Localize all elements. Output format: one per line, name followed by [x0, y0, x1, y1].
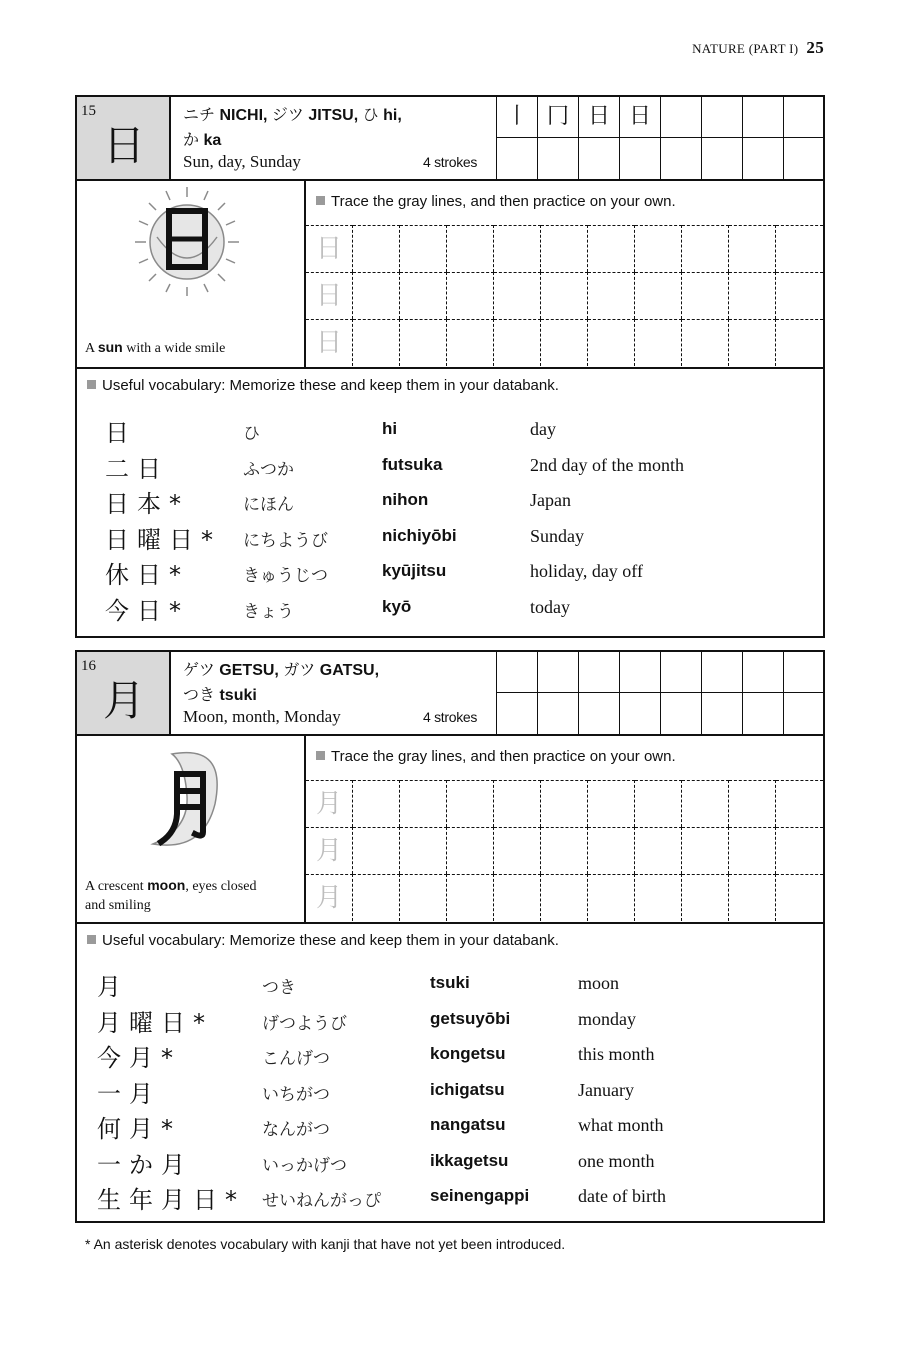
- vocab-romaji: nihon: [382, 490, 429, 509]
- practice-cell[interactable]: [400, 319, 447, 366]
- stroke-empty: [701, 138, 742, 179]
- practice-cell[interactable]: [447, 272, 494, 319]
- practice-cell[interactable]: [541, 874, 588, 921]
- stroke-empty: [742, 97, 783, 138]
- practice-cell[interactable]: [682, 225, 729, 272]
- stroke-empty: [783, 97, 823, 138]
- stroke-order-grid: [496, 652, 823, 734]
- stroke-empty: [742, 138, 783, 179]
- vocab-romaji: nichiyōbi: [382, 525, 457, 545]
- vocab-meaning: January: [578, 1079, 634, 1100]
- practice-cell[interactable]: [729, 319, 776, 366]
- caption-text: A crescent: [85, 879, 148, 894]
- reading-kana: ゲツ: [183, 662, 215, 679]
- reading-romaji: ka: [203, 132, 222, 149]
- stroke-empty: [496, 138, 537, 179]
- vocab-kanji: 月曜日*: [97, 1008, 213, 1037]
- practice-area: [306, 179, 823, 367]
- practice-cell[interactable]: [635, 874, 682, 921]
- stroke-empty: [701, 693, 742, 734]
- caption-text: and smiling: [85, 898, 151, 913]
- vocab-kana: にちようび: [243, 530, 328, 551]
- kanji-box: [77, 652, 171, 734]
- practice-cell[interactable]: [635, 319, 682, 366]
- vocab-kana: つき: [262, 978, 296, 998]
- vocab-romaji: ikkagetsu: [430, 1150, 509, 1170]
- vocab-meaning: 2nd day of the month: [530, 454, 684, 475]
- practice-cell[interactable]: [776, 780, 823, 827]
- kanji-character: 日: [102, 121, 145, 170]
- practice-cell[interactable]: [682, 319, 729, 366]
- stroke-step: 日: [578, 97, 619, 138]
- stroke-empty: [783, 693, 823, 734]
- practice-grid[interactable]: [306, 780, 823, 921]
- vocab-meaning: what month: [578, 1115, 664, 1135]
- practice-cell[interactable]: [353, 225, 400, 272]
- kanji-number: 15: [81, 103, 96, 119]
- vocab-kanji: 何月*: [97, 1115, 181, 1143]
- vocab-title-text: Useful vocabulary: Memorize these and keep them in your databank.: [102, 932, 559, 949]
- kanji-meaning: Sun, day, Sunday: [183, 152, 301, 171]
- vocab-meaning: day: [530, 419, 556, 439]
- stroke-empty: [660, 138, 701, 179]
- practice-cell[interactable]: [776, 827, 823, 874]
- stroke-order-grid: [496, 97, 823, 179]
- vocab-romaji: kyūjitsu: [382, 561, 447, 580]
- vocab-romaji: kongetsu: [430, 1044, 506, 1063]
- stroke-empty: [660, 693, 701, 734]
- stroke-empty: [578, 138, 619, 179]
- practice-cell[interactable]: [682, 780, 729, 827]
- trace-cell[interactable]: 日: [306, 319, 353, 366]
- practice-cell[interactable]: [588, 225, 635, 272]
- practice-cell[interactable]: [729, 225, 776, 272]
- practice-area: [306, 734, 823, 922]
- illustration-caption: [85, 876, 256, 915]
- practice-cell[interactable]: [541, 225, 588, 272]
- vocabulary-section: [77, 367, 823, 638]
- practice-cell[interactable]: [776, 319, 823, 366]
- vocab-kana: いっかげつ: [262, 1155, 347, 1176]
- vocab-romaji: kyō: [382, 596, 412, 616]
- vocab-kanji: 今月*: [97, 1044, 181, 1072]
- reading-kana: ガツ: [283, 662, 316, 679]
- reading-romaji: GATSU,: [319, 662, 380, 679]
- stroke-empty: [578, 652, 619, 693]
- vocab-romaji: nangatsu: [430, 1115, 506, 1134]
- stroke-empty: [783, 652, 823, 693]
- vocab-title-text: Useful vocabulary: Memorize these and keep them in your databank.: [102, 377, 559, 394]
- vocab-row: [77, 449, 823, 485]
- practice-cell[interactable]: [494, 780, 541, 827]
- vocab-kana: ひ: [243, 424, 260, 444]
- practice-cell[interactable]: [494, 319, 541, 366]
- kanji-meaning: Moon, month, Monday: [183, 707, 341, 726]
- vocab-kana: にほん: [243, 495, 294, 515]
- practice-cell[interactable]: [635, 827, 682, 874]
- kanji-readings: [183, 658, 493, 708]
- vocab-row: [77, 1074, 823, 1110]
- practice-cell[interactable]: [400, 827, 447, 874]
- practice-cell[interactable]: [588, 319, 635, 366]
- vocab-meaning: Japan: [530, 490, 571, 510]
- trace-cell[interactable]: 日: [306, 272, 353, 319]
- illustration-caption: [85, 338, 225, 358]
- vocab-row: [77, 413, 823, 449]
- footnote: * An asterisk denotes vocabulary with kanji that have not yet been introduced.: [85, 1236, 566, 1252]
- reading-kana: つき: [183, 687, 216, 704]
- vocab-kana: せいねんがっぴ: [262, 1191, 381, 1211]
- stroke-empty: [578, 693, 619, 734]
- square-bullet-icon: [316, 196, 325, 205]
- practice-cell[interactable]: [776, 874, 823, 921]
- kanji-header-row: [77, 97, 823, 181]
- stroke-empty: [701, 97, 742, 138]
- vocab-meaning: this month: [578, 1044, 655, 1064]
- reading-kana: ひ: [362, 107, 379, 124]
- stroke-empty: [496, 693, 537, 734]
- vocab-romaji: ichigatsu: [430, 1079, 505, 1099]
- practice-cell[interactable]: [541, 827, 588, 874]
- practice-cell[interactable]: [588, 780, 635, 827]
- practice-cell[interactable]: [400, 874, 447, 921]
- vocab-row: [77, 591, 823, 627]
- practice-cell[interactable]: [682, 272, 729, 319]
- practice-cell[interactable]: [729, 272, 776, 319]
- vocab-romaji: getsuyōbi: [430, 1008, 511, 1028]
- reading-romaji: tsuki: [219, 687, 257, 704]
- trace-cell[interactable]: 日: [306, 225, 353, 272]
- vocab-meaning: Sunday: [530, 525, 584, 546]
- vocab-meaning: today: [530, 596, 570, 617]
- stroke-empty: [783, 138, 823, 179]
- stroke-empty: [537, 138, 578, 179]
- reading-kana: か: [183, 132, 200, 149]
- stroke-empty: [701, 652, 742, 693]
- vocab-meaning: monday: [578, 1008, 636, 1029]
- practice-title: [316, 193, 676, 210]
- vocab-kanji: 一月: [97, 1079, 161, 1108]
- vocab-kana: こんげつ: [262, 1049, 330, 1069]
- vocab-romaji: tsuki: [430, 973, 470, 992]
- practice-title-text: Trace the gray lines, and then practice on your own.: [331, 193, 676, 210]
- vocab-romaji: hi: [382, 419, 398, 438]
- kanji-character: 月: [102, 676, 145, 725]
- mnemonic-illustration: [77, 179, 306, 367]
- stroke-step: 日: [619, 97, 660, 138]
- stroke-step: 丨: [496, 97, 537, 138]
- kanji-number: 16: [81, 658, 96, 674]
- reading-kana: ジツ: [271, 107, 304, 124]
- vocab-kanji: 日: [105, 419, 137, 447]
- vocab-title: [87, 932, 559, 949]
- vocab-kana: ふつか: [243, 459, 294, 480]
- stroke-empty: [619, 652, 660, 693]
- practice-cell[interactable]: [729, 780, 776, 827]
- stroke-empty: [537, 652, 578, 693]
- page-number: 25: [806, 38, 824, 57]
- practice-cell[interactable]: [447, 874, 494, 921]
- kanji-header-row: [77, 652, 823, 736]
- vocab-kanji: 生年月日*: [97, 1186, 245, 1214]
- vocab-row: [77, 1180, 823, 1216]
- reading-romaji: hi,: [383, 107, 402, 124]
- caption-text: A: [85, 341, 98, 356]
- practice-cell[interactable]: [494, 272, 541, 319]
- square-bullet-icon: [316, 751, 325, 760]
- vocab-romaji: seinengappi: [430, 1186, 530, 1205]
- crescent-moon-illustration: [77, 734, 306, 864]
- practice-cell[interactable]: [353, 319, 400, 366]
- reading-kana: ニチ: [183, 107, 216, 124]
- vocab-meaning: moon: [578, 973, 620, 993]
- practice-cell[interactable]: [635, 272, 682, 319]
- practice-grid[interactable]: [306, 225, 823, 366]
- practice-cell[interactable]: [729, 874, 776, 921]
- stroke-empty: [742, 693, 783, 734]
- vocab-row: [77, 1038, 823, 1074]
- practice-cell[interactable]: [541, 780, 588, 827]
- practice-cell[interactable]: [588, 874, 635, 921]
- vocab-kana: げつようび: [262, 1013, 347, 1034]
- kanji-card-16: [75, 650, 825, 1223]
- kanji-readings: [183, 103, 493, 153]
- vocab-row: [77, 555, 823, 591]
- practice-cell[interactable]: [682, 874, 729, 921]
- practice-cell[interactable]: [447, 827, 494, 874]
- practice-cell[interactable]: [400, 225, 447, 272]
- section-title: NATURE (PART I): [692, 41, 799, 56]
- vocab-meaning: date of birth: [578, 1186, 666, 1206]
- practice-cell[interactable]: [494, 225, 541, 272]
- practice-cell[interactable]: [682, 827, 729, 874]
- caption-keyword: sun: [97, 339, 123, 355]
- vocab-kanji: 今日*: [105, 596, 189, 625]
- practice-cell[interactable]: [494, 874, 541, 921]
- practice-cell[interactable]: [400, 780, 447, 827]
- vocab-row: [77, 520, 823, 556]
- trace-cell[interactable]: 月: [306, 827, 353, 874]
- vocab-kana: きゅうじつ: [243, 566, 328, 586]
- trace-cell[interactable]: 月: [306, 780, 353, 827]
- vocab-kanji: 休日*: [105, 561, 189, 589]
- reading-romaji: JITSU,: [308, 107, 359, 124]
- practice-cell[interactable]: [635, 780, 682, 827]
- sun-illustration: [77, 179, 306, 329]
- stroke-step: 冂: [537, 97, 578, 138]
- vocab-meaning: one month: [578, 1150, 655, 1171]
- square-bullet-icon: [87, 380, 96, 389]
- vocab-kanji: 月: [97, 973, 129, 1001]
- vocab-title: [87, 377, 559, 394]
- practice-cell[interactable]: [447, 319, 494, 366]
- practice-cell[interactable]: [353, 874, 400, 921]
- practice-cell[interactable]: [541, 319, 588, 366]
- practice-cell[interactable]: [729, 827, 776, 874]
- vocab-kanji: 二日: [105, 454, 169, 483]
- stroke-empty: [496, 652, 537, 693]
- caption-text: , eyes closed: [185, 879, 257, 894]
- vocab-row: [77, 484, 823, 520]
- vocab-kana: なんがつ: [262, 1120, 330, 1140]
- vocab-row: [77, 967, 823, 1003]
- practice-cell[interactable]: [353, 272, 400, 319]
- vocab-meaning: holiday, day off: [530, 561, 643, 581]
- vocab-romaji: futsuka: [382, 454, 443, 474]
- practice-cell[interactable]: [447, 780, 494, 827]
- kanji-box: [77, 97, 171, 179]
- stroke-empty: [660, 652, 701, 693]
- stroke-count: 4 strokes: [423, 709, 478, 725]
- practice-cell[interactable]: [776, 225, 823, 272]
- practice-cell[interactable]: [776, 272, 823, 319]
- vocab-kana: きょう: [243, 601, 294, 622]
- practice-cell[interactable]: [588, 272, 635, 319]
- vocab-row: [77, 1109, 823, 1145]
- vocab-row: [77, 1003, 823, 1039]
- square-bullet-icon: [87, 935, 96, 944]
- caption-keyword: moon: [147, 877, 186, 893]
- vocabulary-section: [77, 922, 823, 1223]
- vocab-row: [77, 1145, 823, 1181]
- practice-title-text: Trace the gray lines, and then practice on your own.: [331, 748, 676, 765]
- stroke-empty: [742, 652, 783, 693]
- practice-cell[interactable]: [541, 272, 588, 319]
- reading-romaji: NICHI,: [219, 107, 268, 124]
- practice-cell[interactable]: [588, 827, 635, 874]
- practice-cell[interactable]: [447, 225, 494, 272]
- practice-cell[interactable]: [635, 225, 682, 272]
- practice-title: [316, 748, 676, 765]
- stroke-empty: [619, 693, 660, 734]
- vocab-kana: いちがつ: [262, 1084, 330, 1105]
- reading-romaji: GETSU,: [219, 662, 279, 679]
- practice-cell[interactable]: [353, 827, 400, 874]
- practice-cell[interactable]: [400, 272, 447, 319]
- vocab-kanji: 日本*: [105, 490, 189, 518]
- stroke-count: 4 strokes: [423, 154, 478, 170]
- stroke-empty: [537, 693, 578, 734]
- mnemonic-illustration: [77, 734, 306, 922]
- vocab-kanji: 日曜日*: [105, 525, 221, 554]
- practice-cell[interactable]: [494, 827, 541, 874]
- page-header: [692, 38, 824, 58]
- stroke-empty: [660, 97, 701, 138]
- caption-text: with a wide smile: [122, 341, 226, 356]
- practice-cell[interactable]: [353, 780, 400, 827]
- trace-cell[interactable]: 月: [306, 874, 353, 921]
- kanji-card-15: [75, 95, 825, 638]
- stroke-empty: [619, 138, 660, 179]
- vocab-kanji: 一か月: [97, 1150, 193, 1179]
